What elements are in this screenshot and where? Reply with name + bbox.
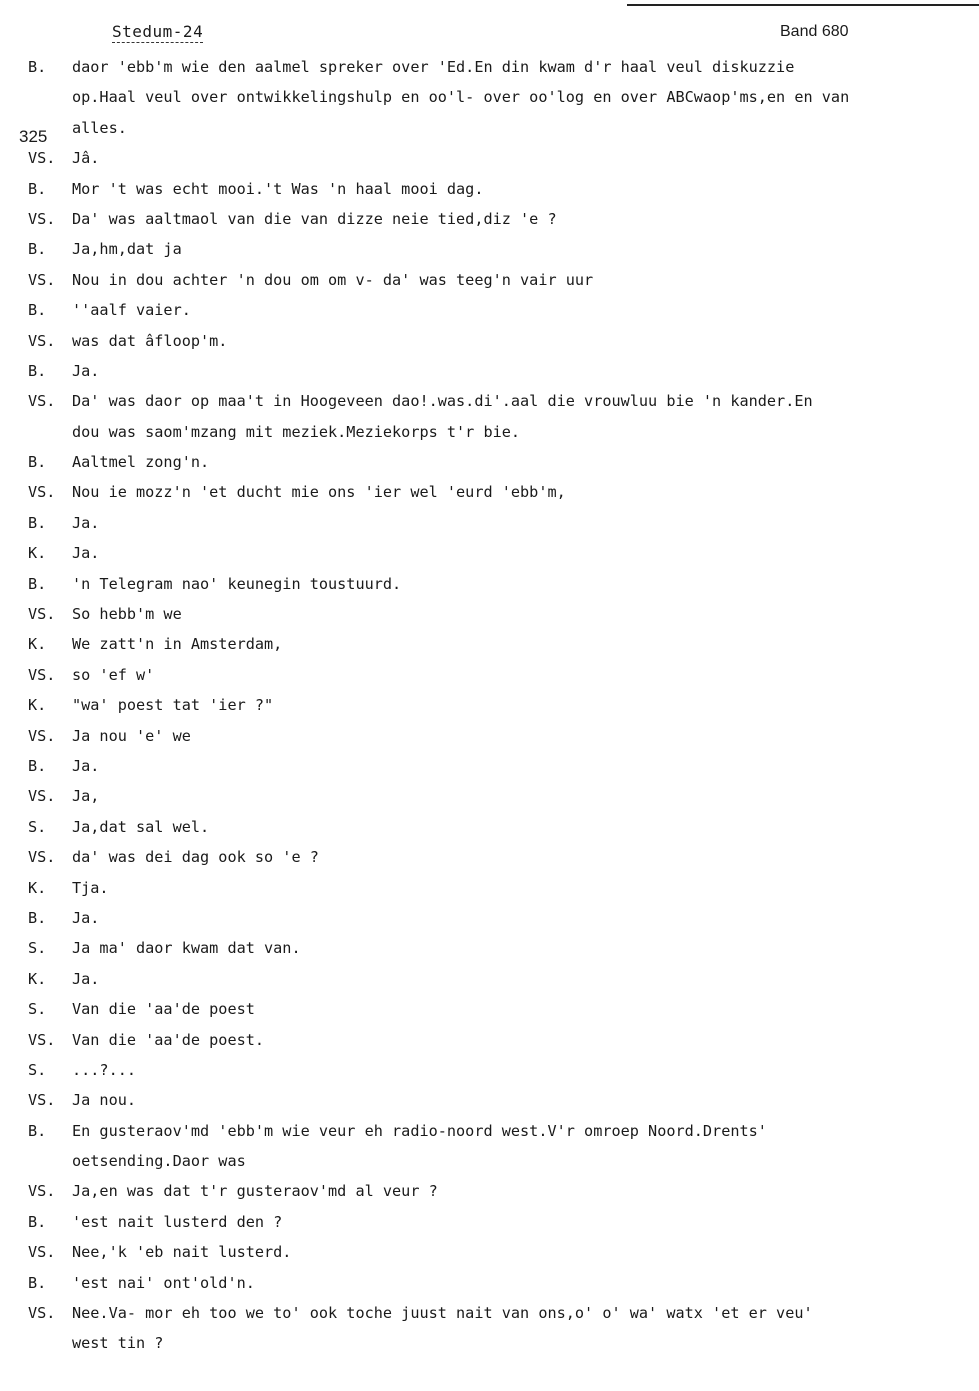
line-text: Tja. [72,878,109,897]
top-rule [627,4,979,6]
line-text: dou was saom'mzang mit meziek.Meziekorps t'r bie. [72,422,521,441]
speaker-label: VS. [28,1182,56,1201]
line-text: Nee.Va- mor eh too we to' ook toche juust nait van ons,o' o' wa' watx 'et er veu' [72,1304,813,1323]
transcript-line [0,447,979,477]
speaker-label: K. [28,635,47,654]
transcript-line [0,356,979,386]
transcript-line [0,113,979,143]
transcript-line [0,1298,979,1328]
transcript-line [0,690,979,720]
transcript-line [0,629,979,659]
transcript-line [0,143,979,173]
transcript-line [0,1328,979,1358]
line-text: Ja. [72,361,100,380]
speaker-label: B. [28,513,47,532]
speaker-label: K. [28,878,47,897]
transcript-line [0,204,979,234]
transcript-line [0,721,979,751]
line-text: 'n Telegram nao' keunegin toustuurd. [72,574,402,593]
transcript-line [0,812,979,842]
line-text: daor 'ebb'm wie den aalmel spreker over 'Ed.En din kwam d'r haal veul diskuzzie [72,58,795,76]
margin-counter: 325 [19,127,48,146]
speaker-label: B. [28,756,47,775]
line-text: op.Haal veul over ontwikkelingshulp en oo'l- over oo'log en over ABCwaop'ms,en en van [72,88,850,107]
speaker-label: VS. [28,726,56,745]
transcript-line [0,326,979,356]
transcript-line [0,1207,979,1237]
speaker-label: K. [28,544,47,563]
speaker-label: VS. [28,1243,56,1262]
speaker-label: VS. [28,1091,56,1110]
line-text: So hebb'm we [72,605,182,624]
transcript-line [0,751,979,781]
transcript-line [0,903,979,933]
transcript-line [0,1268,979,1298]
transcript-line [0,417,979,447]
transcript-line [0,660,979,690]
line-text: Da' was daor op maa't in Hoogeveen dao!.was.di'.aal die vrouwluu bie 'n kander.En [72,392,813,411]
transcript-line [0,295,979,325]
transcript-line [0,964,979,994]
line-text: Ja. [72,969,100,988]
speaker-label: B. [28,1212,47,1231]
transcript-line [0,781,979,811]
transcript-line [0,933,979,963]
line-text: Nou ie mozz'n 'et ducht mie ons 'ier wel 'eurd 'ebb'm, [72,483,566,502]
speaker-label: B. [28,453,47,472]
speaker-label: S. [28,1060,47,1079]
speaker-label: VS. [28,605,56,624]
transcript-line [0,1237,979,1267]
speaker-label: B. [28,361,47,380]
speaker-label: S. [28,939,47,958]
speaker-label: VS. [28,270,56,289]
transcript-line [0,994,979,1024]
line-text: "wa' poest tat 'ier ?" [72,696,274,715]
transcript-line [0,1025,979,1055]
line-text: Nee,'k 'eb nait lusterd. [72,1243,292,1262]
transcript-line [0,477,979,507]
line-text: ''aalf vaier. [72,301,191,320]
line-text: En gusteraov'md 'ebb'm wie veur eh radio-noord west.V'r omroep Noord.Drents' [72,1121,767,1140]
line-text: alles. [72,118,127,137]
line-text: Ja, [72,787,100,806]
speaker-label: VS. [28,787,56,806]
transcript-line [0,508,979,538]
line-text: Ja,dat sal wel. [72,817,210,836]
document-id: Stedum-24 [112,22,204,41]
line-text: da' was dei dag ook so 'e ? [72,848,319,867]
transcript-line [0,599,979,629]
line-text: Ja nou. [72,1091,137,1110]
line-text: Ja ma' daor kwam dat van. [72,939,301,958]
transcript-line [0,52,979,82]
line-text: Ja. [72,513,100,532]
speaker-label: VS. [28,149,56,168]
line-text: Aaltmel zong'n. [72,453,210,472]
speaker-label: K. [28,969,47,988]
speaker-label: B. [28,301,47,320]
speaker-label: VS. [28,483,56,502]
speaker-label: S. [28,817,47,836]
tape-number: Band 680 [780,23,849,40]
transcript-line [0,1085,979,1115]
speaker-label: VS. [28,848,56,867]
line-text: Jâ. [72,149,100,168]
line-text: Ja. [72,756,100,775]
line-text: ...?... [72,1060,137,1079]
transcript-line [0,569,979,599]
transcript-line [0,82,979,112]
speaker-label: B. [28,1273,47,1292]
line-text: Nou in dou achter 'n dou om om v- da' was teeg'n vair uur [72,270,594,289]
line-text: was dat âfloop'm. [72,331,228,350]
line-text: Van die 'aa'de poest. [72,1030,265,1049]
transcript-line [0,538,979,568]
line-text: We zatt'n in Amsterdam, [72,635,283,654]
speaker-label: VS. [28,665,56,684]
line-text: Ja,hm,dat ja [72,240,182,259]
transcript-line [0,386,979,416]
transcript-line [0,174,979,204]
speaker-label: VS. [28,1304,56,1323]
speaker-label: VS. [28,331,56,350]
line-text: Van die 'aa'de poest [72,1000,255,1019]
transcript-line [0,1146,979,1176]
speaker-label: B. [28,58,47,76]
line-text: Mor 't was echt mooi.'t Was 'n haal mooi dag. [72,179,484,198]
speaker-label: B. [28,240,47,259]
line-text: Ja. [72,544,100,563]
speaker-label: B. [28,908,47,927]
line-text: 'est nait lusterd den ? [72,1212,283,1231]
transcript-line [0,842,979,872]
transcript-line [0,1055,979,1085]
line-text: Ja nou 'e' we [72,726,191,745]
speaker-label: B. [28,179,47,198]
speaker-label: S. [28,1000,47,1019]
transcript-lines [0,52,979,1359]
speaker-label: B. [28,574,47,593]
transcript-line [0,265,979,295]
line-text: 'est nai' ont'old'n. [72,1273,255,1292]
line-text: Ja. [72,908,100,927]
line-text: Ja,en was dat t'r gusteraov'md al veur ? [72,1182,438,1201]
transcript-line [0,1176,979,1206]
speaker-label: B. [28,1121,47,1140]
transcript-line [0,234,979,264]
transcript-line [0,873,979,903]
speaker-label: VS. [28,392,56,411]
speaker-label: K. [28,696,47,715]
line-text: oetsending.Daor was [72,1152,246,1171]
line-text: Da' was aaltmaol van die van dizze neie tied,diz 'e ? [72,209,557,228]
transcript-line [0,1116,979,1146]
speaker-label: VS. [28,209,56,228]
line-text: so 'ef w' [72,665,155,684]
line-text: west tin ? [72,1334,164,1353]
speaker-label: VS. [28,1030,56,1049]
